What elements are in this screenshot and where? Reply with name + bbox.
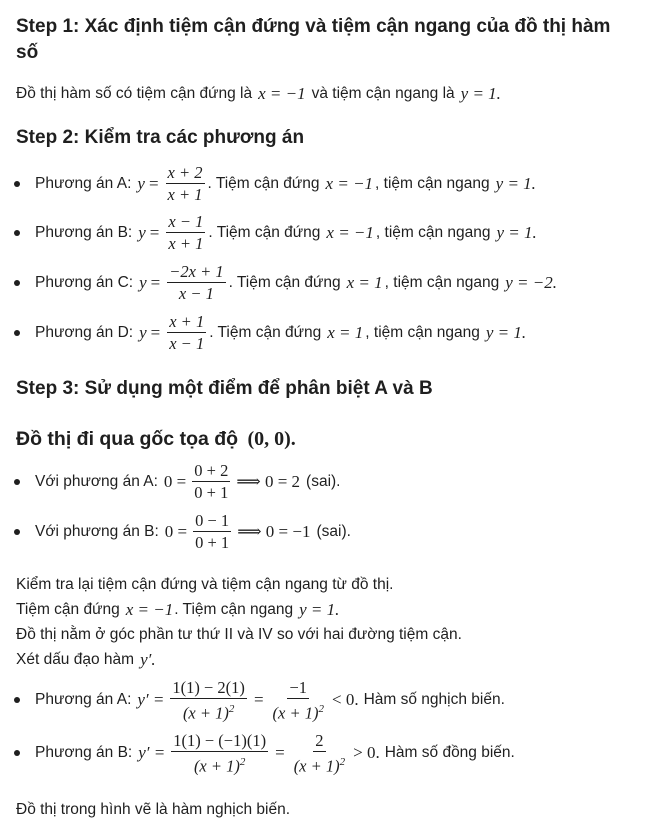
recheck-ha: y = 1. — [299, 600, 340, 619]
check-lhs: 0 = — [164, 521, 188, 541]
step1-body — [16, 84, 501, 104]
step3-title: Step 3: Sử dụng một điểm để phân biệt A và B — [16, 378, 433, 399]
deriv-text: Hàm số đồng biến. — [384, 744, 515, 762]
deriv-compare: > 0. — [353, 743, 380, 763]
option-label: Phương án A: — [35, 174, 132, 192]
bullet-icon — [14, 230, 20, 236]
deriv-fraction-2: $\frac{-1}{(x + 1)^2}$ — [272, 678, 324, 723]
recheck-line-4 — [16, 650, 156, 670]
check-rhs: ⟹ 0 = −1 — [237, 521, 311, 541]
check-label: Với phương án B: — [35, 522, 159, 540]
step2-title: Step 2: Kiểm tra các phương án — [16, 127, 305, 148]
recheck-text: Kiểm tra lại tiệm cận đứng và tiệm cận ngang từ đồ thị. — [16, 576, 394, 593]
option-text: . Tiệm cận đứng — [207, 174, 320, 192]
deriv-text: Hàm số nghịch biến. — [363, 691, 505, 709]
conclusion — [16, 800, 290, 820]
option-fraction: $\frac{x + 2}{x + 1}$ — [167, 163, 203, 204]
option-ha: y = 1. — [495, 173, 536, 193]
option-label: Phương án D: — [35, 323, 134, 341]
check-verdict: (sai). — [306, 472, 341, 490]
option-va: x = −1 — [325, 173, 374, 193]
option-text: , tiệm cận ngang — [375, 174, 490, 192]
check-b-row — [14, 511, 351, 552]
bullet-icon — [14, 181, 20, 187]
check-lhs: 0 = — [163, 471, 187, 491]
option-fraction: $\frac{x + 1}{x - 1}$ — [169, 312, 205, 353]
option-va: x = 1 — [346, 272, 383, 292]
step1-body-mid: và tiệm cận ngang là — [311, 85, 455, 102]
deriv-fraction-1: $\frac{1(1) - (-1)(1)}{(x + 1)^2}$ — [173, 731, 267, 776]
option-va: x = −1 — [326, 222, 374, 242]
derivative-symbol: y′. — [140, 650, 156, 669]
recheck-text: . Tiệm cận ngang — [174, 601, 294, 618]
option-text: , tiệm cận ngang — [375, 223, 491, 241]
bullet-icon — [14, 280, 20, 286]
option-text: . Tiệm cận đứng — [209, 323, 322, 341]
option-text: , tiệm cận ngang — [384, 273, 500, 291]
recheck-va: x = −1 — [125, 600, 174, 619]
check-fraction: $\frac{0 - 1}{0 + 1}$ — [195, 511, 230, 552]
option-text: . Tiệm cận đứng — [208, 223, 321, 241]
horizontal-asymptote-eq: y = 1. — [460, 84, 501, 103]
option-fraction: $\frac{x - 1}{x + 1}$ — [168, 212, 204, 253]
step3-subtitle — [16, 426, 296, 452]
option-ha: y = −2. — [505, 272, 558, 292]
deriv-fraction-2: $\frac{2}{(x + 1)^2}$ — [293, 731, 346, 776]
deriv-lhs: y′ = — [137, 690, 165, 710]
option-b-row: Phương án B: y = $\frac{x - 1}{x + 1}$ . Tiệm cận đứng x = −1 , tiệm cận ngang y = 1. — [14, 212, 537, 253]
bullet-icon — [14, 697, 20, 703]
check-rhs: ⟹ 0 = 2 — [236, 471, 301, 491]
vertical-asymptote-eq: x = −1 — [258, 84, 306, 103]
check-label: Với phương án A: — [35, 472, 158, 490]
recheck-line-3 — [16, 625, 462, 645]
deriv-fraction-1: $\frac{1(1) - 2(1)}{(x + 1)^2}$ — [172, 678, 245, 723]
check-verdict: (sai). — [316, 522, 351, 540]
deriv-label: Phương án A: — [35, 691, 132, 709]
step1-title-line1: Step 1: Xác định tiệm cận đứng và tiệm cận ngang của đồ thị hàm — [16, 16, 611, 37]
check-a-row — [14, 461, 341, 502]
step3-subtitle-text: Đồ thị đi qua gốc tọa độ — [16, 428, 239, 450]
conclusion-text: Đồ thị trong hình vẽ là hàm nghịch biến. — [16, 801, 291, 818]
option-va: x = 1 — [327, 322, 364, 342]
option-ha: y = 1. — [485, 322, 527, 342]
bullet-icon — [14, 529, 20, 535]
recheck-text: Xét dấu đạo hàm — [16, 651, 135, 668]
step1-body-pre: Đồ thị hàm số có tiệm cận đứng là — [16, 85, 253, 102]
deriv-compare: < 0. — [331, 690, 359, 710]
deriv-a-row: Phương án A: y′ = $\frac{1(1) - 2(1)}{(x + 1)^2}$ = $\frac{-1}{(x + 1)^2}$ < 0. Hàm số nghịch biến. — [14, 678, 505, 723]
step1-title — [16, 14, 656, 66]
option-d-row: Phương án D: y = $\frac{x + 1}{x - 1}$ . Tiệm cận đứng x = 1 , tiệm cận ngang y = 1. — [14, 312, 526, 353]
deriv-b-row: Phương án B: y′ = $\frac{1(1) - (-1)(1)}{(x + 1)^2}$ = $\frac{2}{(x + 1)^2}$ > 0. Hàm số đồng biến. — [14, 731, 515, 776]
option-label: Phương án B: — [35, 223, 133, 241]
option-text: . Tiệm cận đứng — [228, 273, 341, 291]
deriv-label: Phương án B: — [35, 744, 133, 762]
option-c-row: Phương án C: y = $\frac{-2x + 1}{x - 1}$ . Tiệm cận đứng x = 1 , tiệm cận ngang y = −2. — [14, 262, 557, 303]
recheck-text: Tiệm cận đứng — [16, 601, 120, 618]
bullet-icon — [14, 330, 20, 336]
option-a-row: Phương án A: y = $\frac{x + 2}{x + 1}$ . Tiệm cận đứng x = −1 , tiệm cận ngang y = 1. — [14, 163, 536, 204]
origin-point: (0, 0). — [247, 428, 296, 450]
deriv-lhs: y′ = — [138, 743, 166, 763]
option-label: Phương án C: — [35, 273, 134, 291]
check-fraction: $\frac{0 + 2}{0 + 1}$ — [194, 461, 229, 502]
recheck-text: Đồ thị nằm ở góc phần tư thứ II và IV so với hai đường tiệm cận. — [16, 626, 462, 643]
recheck-line-1 — [16, 575, 393, 595]
bullet-icon — [14, 750, 20, 756]
option-text: , tiệm cận ngang — [365, 323, 480, 341]
option-fraction: $\frac{-2x + 1}{x - 1}$ — [169, 262, 224, 303]
step1-title-line2: số — [16, 42, 39, 63]
bullet-icon — [14, 479, 20, 485]
recheck-line-2 — [16, 600, 339, 620]
option-ha: y = 1. — [496, 222, 537, 242]
